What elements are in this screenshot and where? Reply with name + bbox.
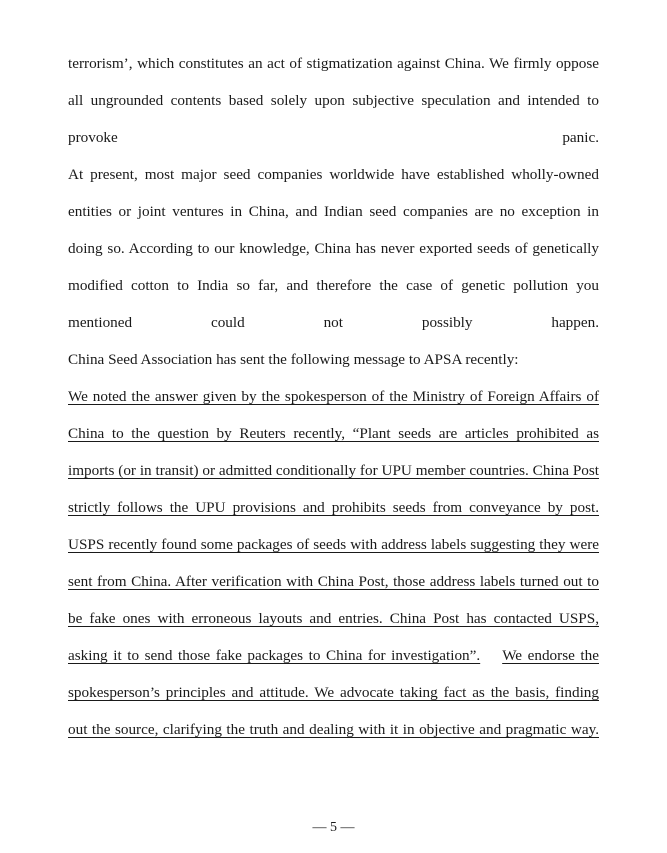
paragraph-china-seed-association-intro: China Seed Association has sent the following message to APSA recently: (68, 351, 519, 368)
paragraph-underlined-message (68, 378, 599, 748)
page-number: — 5 — (312, 820, 355, 835)
underlined-message-part-one: We noted the answer given by the spokesperson of the Ministry of Foreign Affairs of China to the question by Reuters recently, “Plant seeds are articles prohibited as imports (or in transit) or admitted conditionally for UPU member countries. China Post strictly follows the UPU provisions and prohibits seeds from conveyance by post. USPS recently found some packages of seeds with address labels suggesting they were sent from China. After verification with China Post, those address labels turned out to be fake ones with erroneous layouts and entries. China Post has contacted USPS, asking it to send those fake packages to China for investigation”. (68, 388, 599, 664)
paragraph-seed-companies: At present, most major seed companies worldwide have established wholly-owned entities or joint ventures in China, and Indian seed companies are no exception in doing so. According to our knowledge, China has never exported seeds of genetically modified cotton to India so far, and therefore the case of genetic pollution you mentioned could not possibly happen. (68, 166, 599, 331)
document-body (68, 45, 599, 748)
paragraph-terrorism: terrorism’, which constitutes an act of stigmatization against China. We firmly oppose all ungrounded contents based solely upon subjective speculation and intended to provoke panic. (68, 55, 599, 146)
underlined-message-part-two: We endorse the spokesperson’s principles and attitude. We advocate taking fact as the basis, finding out the source, clarifying the truth and dealing with it in objective and pragmatic way. (68, 647, 599, 738)
